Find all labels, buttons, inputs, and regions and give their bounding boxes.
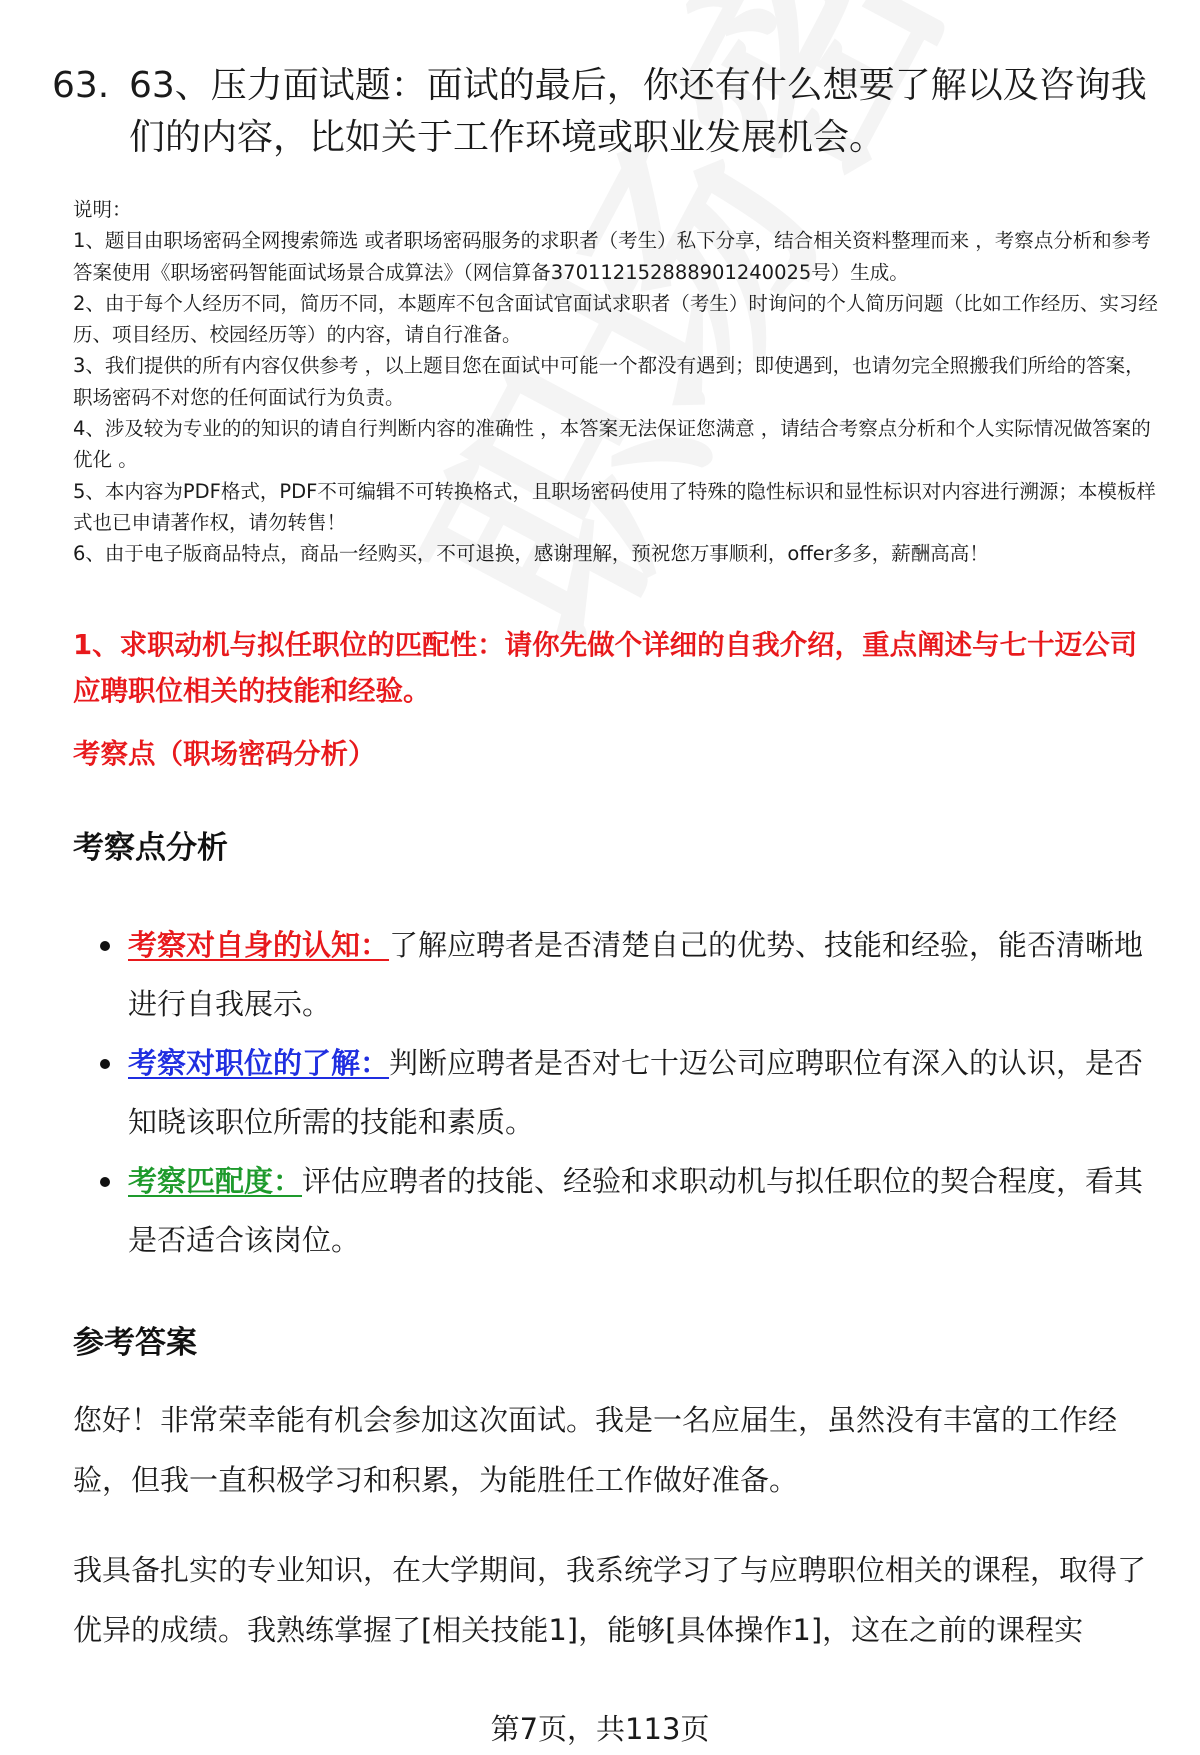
analysis-item — [100, 1034, 1160, 1152]
notes-line: 3、我们提供的所有内容仅供参考 ，以上题目您在面试中可能一个都没有遇到；即使遇到，也请勿完全照搬我们所给的答案，职场密码不对您的任何面试行为负责。 — [73, 354, 1145, 409]
analysis-label: 考察对自身的认知： — [128, 928, 390, 962]
answer-paragraph: 您好！非常荣幸能有机会参加这次面试。我是一名应届生，虽然没有丰富的工作经验，但我一直积极学习和积累，为能胜任工作做好准备。 — [73, 1403, 1118, 1497]
answer-title: 参考答案 — [73, 1325, 197, 1361]
sub-question-tag: 考察点（职场密码分析） — [73, 738, 376, 770]
notes-line: 6、由于电子版商品特点，商品一经购买，不可退换，感谢理解，预祝您万事顺利，offer多多，薪酬高高！ — [73, 542, 989, 566]
notes-section — [73, 194, 1163, 570]
bullet-icon — [100, 1059, 110, 1069]
notes-line: 5、本内容为PDF格式，PDF不可编辑不可转换格式，且职场密码使用了特殊的隐性标识和显性标识对内容进行溯源；本模板样式也已申请著作权，请勿转售！ — [73, 479, 1156, 534]
analysis-title: 考察点分析 — [73, 830, 228, 866]
analysis-text: 评估应聘者的技能、经验和求职动机与拟任职位的契合程度，看其是否适合该岗位。 — [128, 1164, 1144, 1257]
notes-line: 2、由于每个人经历不同，简历不同，本题库不包含面试官面试求职者（考生）时询问的个人简历问题（比如工作经历、实习经历、项目经历、校园经历等）的内容，请自行准备。 — [73, 291, 1158, 347]
bullet-icon — [100, 941, 110, 951]
question-number: 63. — [52, 65, 110, 106]
analysis-list — [100, 916, 1160, 1270]
analysis-text: 了解应聘者是否清楚自己的优势、技能和经验，能否清晰地进行自我展示。 — [128, 928, 1144, 1021]
question-heading — [52, 60, 1162, 164]
analysis-item — [100, 916, 1160, 1034]
answer-paragraph: 我具备扎实的专业知识，在大学期间，我系统学习了与应聘职位相关的课程，取得了优异的成绩。我熟练掌握了[相关技能1]，能够[具体操作1]，这在之前的课程实 — [73, 1553, 1147, 1647]
notes-line: 1、题目由职场密码全网搜索筛选 或者职场密码服务的求职者（考生）私下分享，结合相关资料整理而来 ，考察点分析和参考答案使用《职场密码智能面试场景合成算法》（网信算备370112152888901240025号）生成。 — [73, 229, 1151, 284]
question-text: 63、压力面试题：面试的最后，你还有什么想要了解以及咨询我们的内容，比如关于工作环境或职业发展机会。 — [129, 65, 1147, 158]
analysis-label: 考察匹配度： — [128, 1164, 303, 1198]
analysis-label: 考察对职位的了解： — [128, 1046, 390, 1080]
notes-line: 4、涉及较为专业的的知识的请自行判断内容的准确性 ，本答案无法保证您满意 ，请结合考察点分析和个人实际情况做答案的优化 。 — [73, 417, 1151, 472]
analysis-text: 判断应聘者是否对七十迈公司应聘职位有深入的认识，是否知晓该职位所需的技能和素质。 — [128, 1046, 1144, 1139]
bullet-icon — [100, 1177, 110, 1187]
page-footer: 第7页，共113页 — [490, 1712, 710, 1746]
sub-question: 1、求职动机与拟任职位的匹配性：请你先做个详细的自我介绍，重点阐述与七十迈公司应聘职位相关的技能和经验。 — [73, 629, 1138, 707]
notes-line: 说明： — [73, 198, 132, 221]
answer-section — [73, 1390, 1163, 1690]
analysis-item — [100, 1152, 1160, 1270]
